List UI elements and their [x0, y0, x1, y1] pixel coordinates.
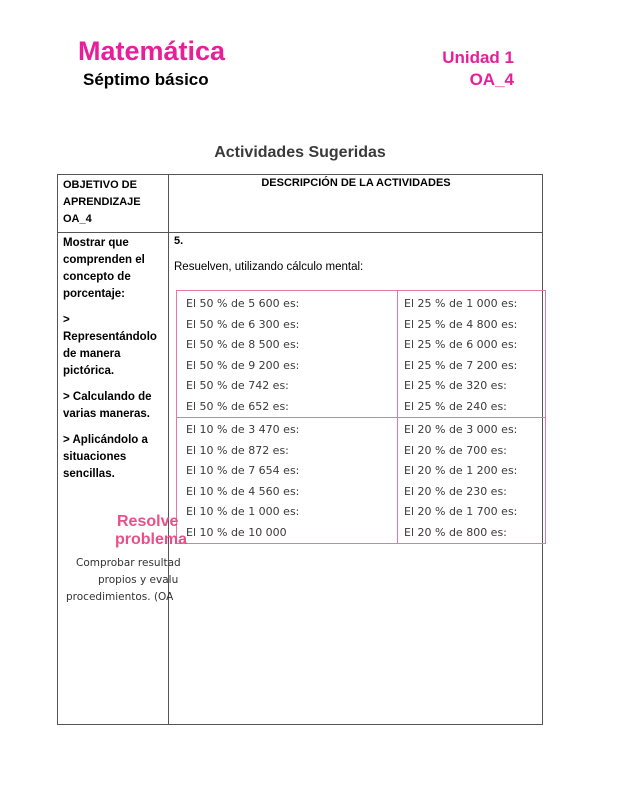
exercise-item: El 10 % de 872 es:	[186, 443, 289, 457]
exercise-item: El 10 % de 1 000 es:	[186, 505, 300, 518]
activity-number: 5.	[174, 235, 184, 247]
grade-subtitle: Séptimo básico	[83, 70, 209, 89]
header-objective-line: APRENDIZAJE	[63, 196, 141, 208]
exercise-item: El 50 % de 742 es:	[186, 379, 289, 392]
exercise-item: El 50 % de 6 300 es:	[186, 317, 300, 331]
objective-item: > Representándolo de manera pictórica.	[63, 314, 157, 377]
exercise-item: El 10 % de 7 654 es:	[186, 464, 300, 477]
objective-item: > Calculando de varias maneras.	[63, 391, 152, 420]
exercise-item: El 20 % de 230 es:	[404, 484, 507, 498]
exercise-item: El 20 % de 800 es:	[404, 525, 507, 539]
table-row-divider	[57, 232, 543, 233]
resolve-text-line: Comprobar resultad	[76, 557, 181, 569]
exercise-item: El 25 % de 6 000 es:	[404, 338, 518, 351]
resolve-text-line: propios y evalu	[98, 574, 179, 586]
exercise-item: El 20 % de 1 200 es:	[404, 464, 518, 477]
exercise-block-50	[186, 294, 401, 417]
exercise-item: El 50 % de 652 es:	[186, 399, 289, 413]
exercise-item: El 10 % de 10 000	[186, 525, 287, 539]
exercise-item: El 50 % de 9 200 es:	[186, 358, 300, 372]
exercise-item: El 50 % de 8 500 es:	[186, 338, 300, 351]
exercise-item: El 10 % de 3 470 es:	[186, 423, 300, 436]
exercise-block-25	[404, 294, 619, 417]
exercise-item: El 25 % de 240 es:	[404, 399, 507, 413]
objective-item: > Aplicándolo a situaciones sencillas.	[63, 434, 148, 480]
exercise-item: El 25 % de 7 200 es:	[404, 358, 518, 372]
header-objective-line: OA_4	[63, 213, 92, 225]
exercise-item: El 25 % de 4 800 es:	[404, 317, 518, 331]
resolve-heading-line: problema	[115, 531, 188, 548]
header-objective-line: OBJETIVO DE	[63, 179, 137, 191]
unit-label: Unidad 1	[442, 48, 514, 67]
exercise-item: El 10 % de 4 560 es:	[186, 484, 300, 498]
exercise-block-20	[404, 420, 619, 543]
exercise-item: El 20 % de 700 es:	[404, 443, 507, 457]
resolve-problems-fragment	[58, 508, 188, 608]
exercise-item: El 50 % de 5 600 es:	[186, 297, 300, 310]
resolve-heading-line: Resolve	[117, 513, 179, 530]
exercise-item: El 20 % de 3 000 es:	[404, 423, 518, 436]
objective-item: Mostrar que comprenden el concepto de porcentaje:	[63, 237, 145, 300]
exercise-grid	[176, 290, 546, 544]
exercise-item: El 25 % de 1 000 es:	[404, 297, 518, 310]
resolve-text-line: procedimientos. (OA	[66, 591, 174, 603]
header-description: DESCRIPCIÓN DE LA ACTIVIDADES	[261, 177, 451, 189]
exercise-grid-horizontal-divider	[177, 417, 545, 418]
exercise-item: El 20 % de 1 700 es:	[404, 505, 518, 518]
exercise-item: El 25 % de 320 es:	[404, 379, 507, 392]
table-column-divider	[168, 174, 169, 725]
header-objective	[63, 177, 165, 228]
subject-title: Matemática	[78, 36, 226, 66]
oa-label: OA_4	[469, 70, 514, 89]
activity-instruction: Resuelven, utilizando cálculo mental:	[174, 261, 364, 273]
objectives-list	[63, 235, 165, 492]
section-title: Actividades Sugeridas	[214, 144, 386, 161]
